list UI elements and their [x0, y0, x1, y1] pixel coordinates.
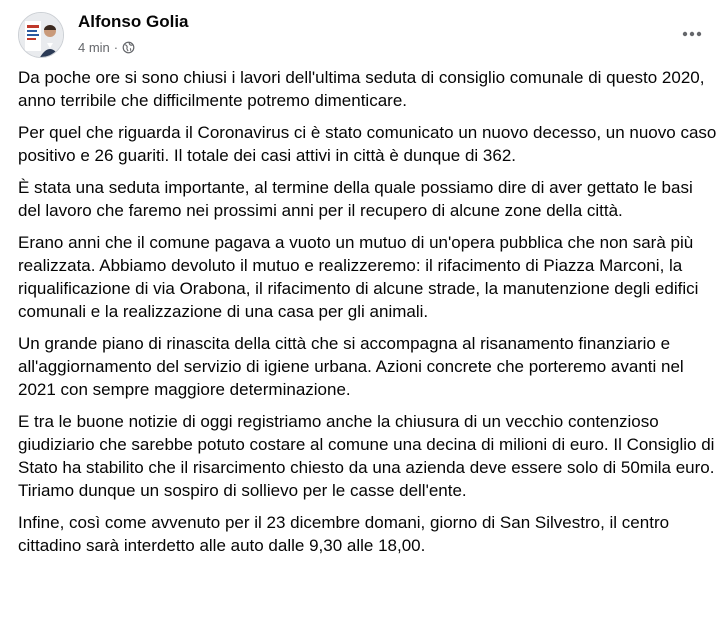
post-timestamp[interactable]: 4 min: [78, 39, 110, 55]
post-paragraph: E tra le buone notizie di oggi registriamo anche la chiusura di un vecchio contenzioso giudiziario che sarebbe potuto costare al comune una decina di milioni di euro. Il Consiglio di Stato ha stabilito che il risarcimento chiesto da una azienda deve essere solo di 50mila euro. Tiriamo dunque un sospiro di sollievo per le casse dell'ente.: [18, 412, 715, 500]
post-paragraph: Da poche ore si sono chiusi i lavori dell'ultima seduta di consiglio comunale di questo 2020, anno terribile che difficilmente potremo dimenticare.: [18, 68, 705, 110]
post-paragraph: Erano anni che il comune pagava a vuoto un mutuo di un'opera pubblica che non sarà più realizzata. Abbiamo devoluto il mutuo e realizzeremo: il rifacimento di Piazza Marconi, la riqualificazione di via Orabona, il rifacimento di alcune strade, la manutenzione degli edifici comunali e la realizzazione di una casa per gli animali.: [18, 233, 699, 321]
post-meta: [78, 39, 135, 55]
meta-separator: ·: [113, 39, 119, 55]
avatar-image: [19, 13, 64, 58]
author-avatar[interactable]: [18, 12, 64, 58]
post-paragraph: Infine, così come avvenuto per il 23 dicembre domani, giorno di San Silvestro, il centro cittadino sarà interdetto alle auto dalle 9,30 alle 18,00.: [18, 513, 670, 555]
post-paragraph: È stata una seduta importante, al termine della quale possiamo dire di aver gettato le basi del lavoro che faremo nei prossimi anni per il recupero di alcune zone della città.: [18, 178, 693, 220]
author-name[interactable]: Alfonso Golia: [78, 12, 189, 31]
post-paragraph: Per quel che riguarda il Coronavirus ci è stato comunicato un nuovo decesso, un nuovo caso positivo e 26 guariti. Il totale dei casi attivi in città è dunque di 362.: [18, 123, 717, 165]
post-paragraph: Un grande piano di rinascita della città che si accompagna al risanamento finanziario e all'aggiornamento del servizio di igiene urbana. Azioni concrete che porteremo avanti nel 2021 con sempre maggiore determinazione.: [18, 334, 684, 399]
post-body: [18, 66, 718, 566]
more-options-icon[interactable]: [678, 20, 706, 48]
globe-icon: [122, 41, 135, 54]
post-header: [16, 10, 710, 60]
